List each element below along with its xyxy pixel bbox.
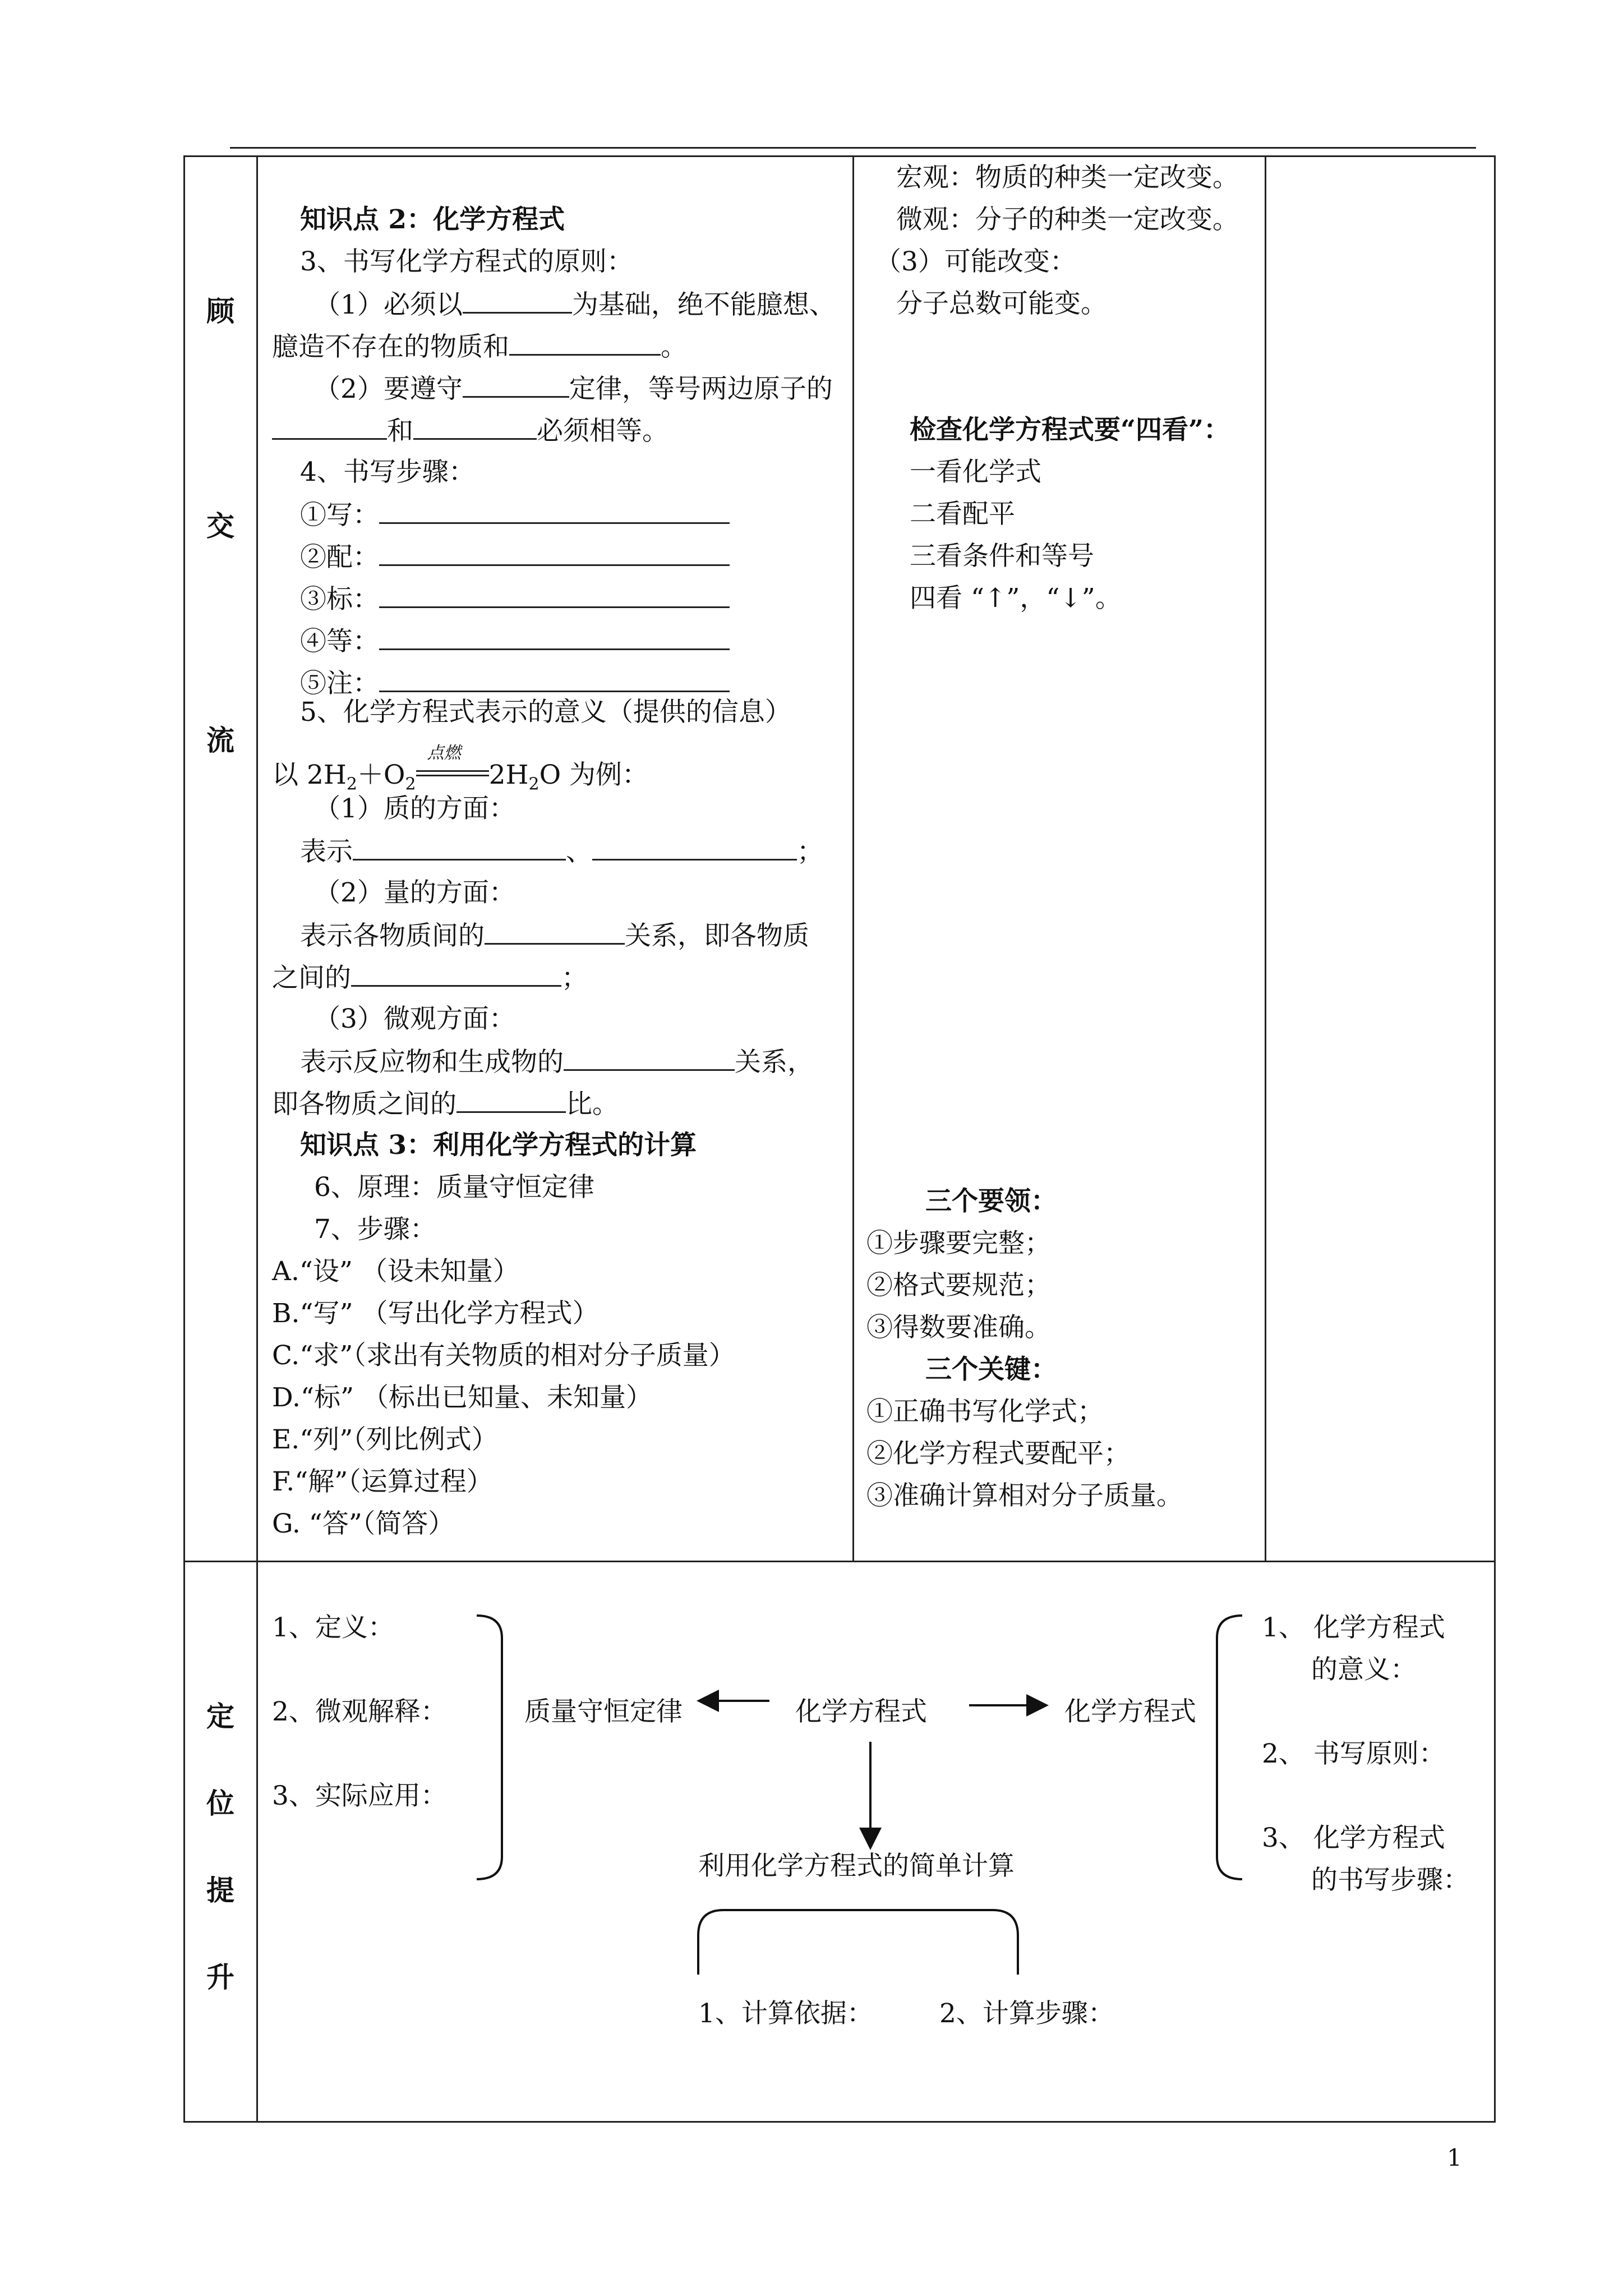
- step-label: ③标：: [300, 584, 379, 615]
- check-item-4: 四看 “↑”，“↓”。: [910, 583, 1122, 614]
- meaning-heading: 5、化学方程式表示的意义（提供的信息）: [300, 697, 791, 728]
- side-label-summary-3: 提: [206, 1874, 234, 1907]
- step-label: ②配：: [300, 542, 379, 573]
- side-label-summary-4: 升: [206, 1961, 234, 1994]
- diagram-right-node: 化学方程式: [1064, 1696, 1196, 1727]
- quantity-heading: （2）量的方面：: [314, 877, 515, 908]
- micro-text-a: 表示反应物和生成物的: [300, 1047, 564, 1078]
- eq-prefix: 以 2H: [272, 760, 347, 790]
- diagram-center-node: 化学方程式: [795, 1696, 927, 1727]
- key-1: ①正确书写化学式；: [866, 1396, 1104, 1427]
- step-label: ①写：: [300, 500, 379, 531]
- step-label: ④等：: [300, 626, 379, 657]
- bottom-bracket: [698, 1910, 1018, 1975]
- eq-suffix: O 为例：: [539, 760, 649, 790]
- side-label-summary-1: 定: [206, 1700, 234, 1733]
- calc-step-d: D.“标” （标出已知量、未知量）: [272, 1382, 652, 1413]
- diagram-law-node: 质量守恒定律: [524, 1696, 683, 1727]
- principle-1-text-c: 臆造不存在的物质和: [272, 332, 509, 362]
- micro-text-b: 关系，: [735, 1047, 814, 1078]
- diagram-bottom-node: 利用化学方程式的简单计算: [698, 1851, 1015, 1881]
- principle-2-text-c: 和: [387, 416, 413, 447]
- requirement-2: ②格式要规范；: [866, 1270, 1051, 1301]
- quality-sep: 、: [566, 836, 592, 867]
- diagram-right-item-1b: 的意义：: [1311, 1654, 1417, 1685]
- left-brace: [477, 1616, 502, 1879]
- diagram-left-item-3: 3、实际应用：: [272, 1780, 447, 1811]
- knowledge-point-3-title: 知识点 3：利用化学方程式的计算: [300, 1130, 697, 1161]
- check-item-3: 三看条件和等号: [910, 541, 1094, 572]
- calc-step-e: E.“列”（列比例式）: [272, 1424, 498, 1455]
- requirement-1: ①步骤要完整；: [866, 1228, 1051, 1259]
- eq-prod-sub: 2: [528, 774, 540, 794]
- right-brace: [1217, 1616, 1242, 1879]
- requirement-3: ③得数要准确。: [866, 1312, 1051, 1343]
- diagram-left-item-2: 2、微观解释：: [272, 1696, 447, 1727]
- steps-heading: 4、书写步骤：: [300, 457, 475, 487]
- eq-h-sub: 2: [346, 774, 357, 794]
- eq-o-sub: 2: [405, 774, 416, 794]
- principle-law: 6、原理：质量守恒定律: [314, 1172, 594, 1203]
- knowledge-point-2-title: 知识点 2：化学方程式: [300, 204, 565, 235]
- quantity-text-c: 之间的: [272, 963, 351, 993]
- principle-1-text-b: 为基础，绝不能臆想、: [571, 289, 836, 320]
- principle-1-text-a: （1）必须以: [314, 289, 463, 320]
- principle-2-text-b: 定律，等号两边原子的: [569, 374, 833, 404]
- diagram-right-item-2: 2、 书写原则：: [1262, 1738, 1445, 1769]
- quantity-text-a: 表示各物质间的: [300, 921, 485, 951]
- principle-heading: 3、书写化学方程式的原则：: [300, 246, 633, 277]
- calc-step-b: B.“写” （写出化学方程式）: [272, 1298, 599, 1329]
- diagram-right-item-1: 1、 化学方程式: [1262, 1612, 1445, 1643]
- calc-step-f: F.“解”（运算过程）: [272, 1466, 493, 1497]
- micro-text-d: 比。: [566, 1089, 619, 1120]
- may-change-note: 分子总数可能变。: [896, 288, 1107, 319]
- micro-heading: （3）微观方面：: [314, 1004, 515, 1034]
- may-change-heading: （3）可能改变：: [875, 246, 1076, 277]
- quantity-text-b: 关系，即各物质: [625, 921, 809, 951]
- side-label-review-2: 交: [206, 510, 234, 542]
- diagram-right-item-3b: 的书写步骤：: [1311, 1865, 1469, 1895]
- key-2: ②化学方程式要配平；: [866, 1438, 1130, 1469]
- diagram-calc-steps: 2、计算步骤：: [939, 1998, 1114, 2029]
- diagram-right-item-3: 3、 化学方程式: [1262, 1823, 1445, 1853]
- quality-heading: （1）质的方面：: [314, 793, 515, 824]
- diagram-left-item-1: 1、定义：: [272, 1612, 394, 1643]
- side-label-review-3: 流: [206, 724, 234, 757]
- requirements-title: 三个要领：: [925, 1186, 1057, 1217]
- micro-note: 微观：分子的种类一定改变。: [896, 204, 1239, 235]
- macro-note: 宏观：物质的种类一定改变。: [896, 162, 1239, 193]
- side-label-summary-2: 位: [206, 1787, 234, 1820]
- quality-text: 表示: [300, 836, 353, 867]
- calc-step-a: A.“设” （设未知量）: [272, 1256, 519, 1287]
- page-number: 1: [1447, 2144, 1462, 2171]
- principle-1-text-d: 。: [661, 332, 687, 362]
- diagram-calc-basis: 1、计算依据：: [698, 1998, 873, 2029]
- side-label-review-1: 顾: [206, 295, 234, 328]
- eq-condition: 点燃: [427, 743, 461, 763]
- eq-plus: ＋O: [357, 760, 405, 790]
- micro-text-c: 即各物质之间的: [272, 1089, 457, 1120]
- eq-product: 2H: [488, 760, 529, 790]
- calc-step-c: C.“求”（求出有关物质的相对分子质量）: [272, 1340, 735, 1371]
- key-3: ③准确计算相对分子质量。: [866, 1480, 1183, 1511]
- check-title: 检查化学方程式要“四看”：: [910, 415, 1230, 445]
- calc-step-g: G. “答”（简答）: [272, 1508, 455, 1539]
- calc-steps-heading: 7、步骤：: [314, 1214, 436, 1245]
- quality-end: ；: [797, 836, 823, 867]
- quantity-text-d: ；: [561, 963, 588, 993]
- step-label: ⑤注：: [300, 668, 379, 699]
- keys-title: 三个关键：: [925, 1354, 1057, 1385]
- check-item-1: 一看化学式: [910, 457, 1041, 487]
- principle-2-text-d: 必须相等。: [537, 416, 668, 447]
- principle-2-text-a: （2）要遵守: [314, 374, 463, 404]
- check-item-2: 二看配平: [910, 499, 1015, 530]
